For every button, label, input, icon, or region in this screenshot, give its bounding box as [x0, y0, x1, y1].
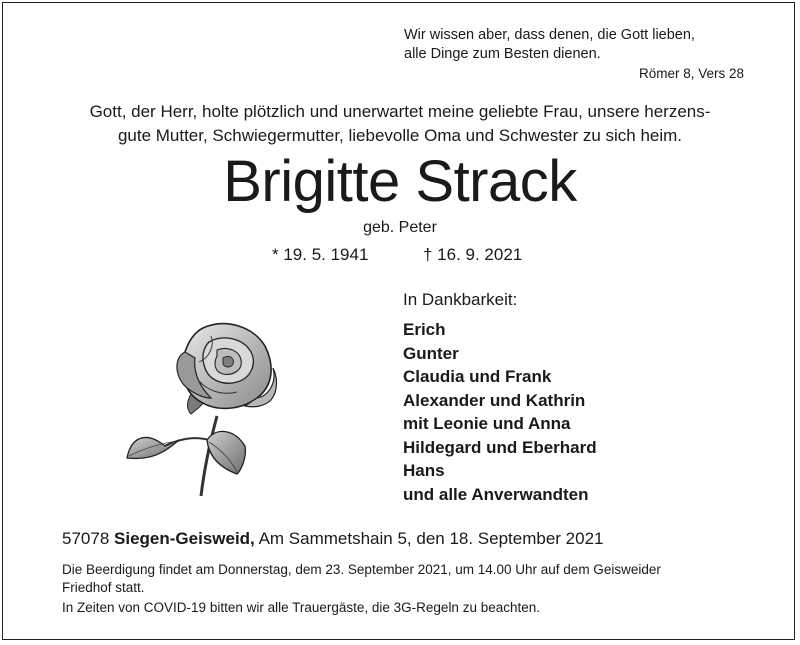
bible-quote	[404, 26, 695, 64]
birth-name: geb. Peter	[363, 219, 437, 236]
deceased-name: Brigitte Strack	[223, 149, 577, 214]
quote-source: Römer 8, Vers 28	[638, 66, 744, 81]
city: Siegen-Geisweid,	[114, 529, 255, 548]
list-item: Claudia und Frank	[403, 367, 552, 386]
list-item: und alle Anverwandten	[403, 484, 589, 504]
intro-text	[0, 100, 800, 148]
intro-line-1: Gott, der Herr, holte plötzlich und unerwartet meine geliebte Frau, unsere herzens-	[89, 102, 711, 121]
thanks-label: In Dankbarkeit:	[403, 290, 518, 309]
intro-line-2: gute Mutter, Schwiegermutter, liebevolle Oma und Schwester zu sich heim.	[117, 126, 683, 145]
funeral-info	[62, 561, 752, 597]
list-item: Hans	[403, 461, 445, 480]
list-item: mit Leonie und Anna	[403, 414, 571, 433]
mourners-list	[403, 318, 597, 506]
street-date: Am Sammetshain 5, den 18. September 2021	[258, 529, 604, 548]
address-line	[62, 529, 604, 549]
postcode: 57078	[62, 529, 110, 548]
death-date: † 16. 9. 2021	[423, 245, 523, 264]
list-item: Alexander und Kathrin	[403, 390, 586, 410]
funeral-line-1: Die Beerdigung findet am Donnerstag, dem 23. September 2021, um 14.00 Uhr auf dem Geisweider	[62, 562, 661, 577]
covid-note: In Zeiten von COVID-19 bitten wir alle Trauergäste, die 3G-Regeln zu beachten.	[62, 600, 541, 615]
list-item: Erich	[403, 320, 446, 339]
list-item: Hildegard und Eberhard	[403, 437, 597, 457]
rose-icon	[125, 318, 285, 498]
quote-line-1: Wir wissen aber, dass denen, die Gott lieben,	[404, 27, 695, 43]
quote-line-2: alle Dinge zum Besten dienen.	[404, 46, 601, 62]
list-item: Gunter	[403, 343, 459, 363]
funeral-line-2: Friedhof statt.	[62, 580, 145, 595]
birth-date: * 19. 5. 1941	[272, 245, 369, 264]
